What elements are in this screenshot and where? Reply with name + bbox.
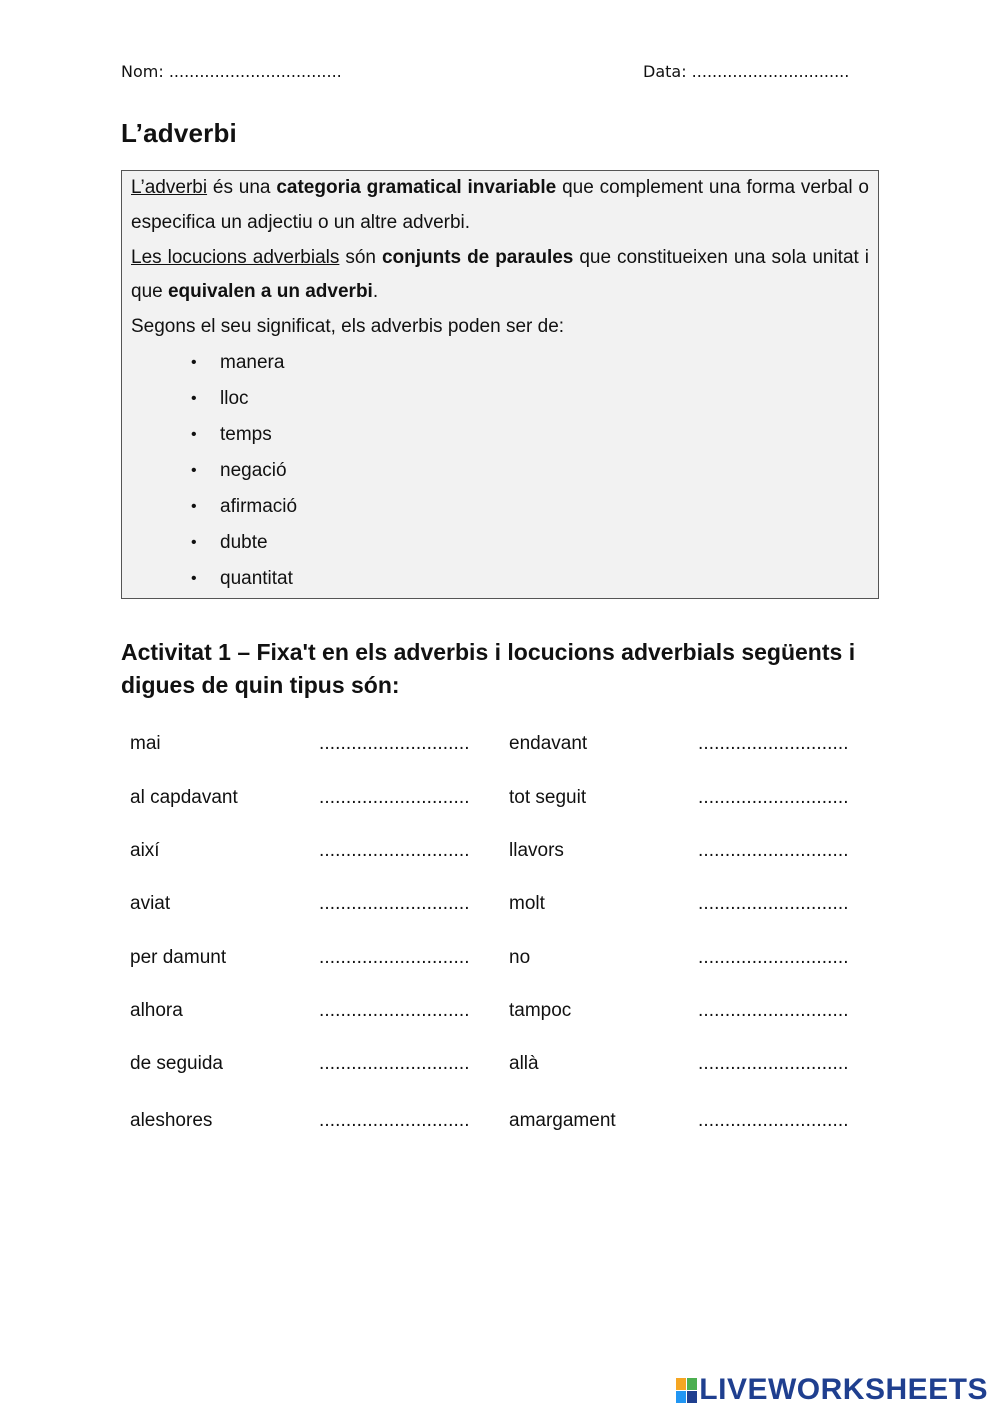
adverb-types-list bbox=[131, 345, 869, 597]
term-locutions: Les locucions adverbials bbox=[131, 246, 340, 268]
word-right-6: allà bbox=[509, 1053, 539, 1074]
word-left-0: mai bbox=[130, 733, 161, 754]
word-right-7: amargament bbox=[509, 1110, 616, 1131]
activity-title: Activitat 1 – Fixa't en els adverbis i locucions adverbials següents i digues de quin tipus són: bbox=[121, 639, 856, 698]
list-item: • lloc bbox=[131, 381, 869, 417]
definition-paragraph-locutions: Les locucions adverbials són conjunts de paraules que constitueixen una sola unitat i que equivalen a un adverbi. bbox=[131, 246, 869, 303]
answer-blank-right-2[interactable]: ............................ bbox=[698, 840, 849, 861]
types-intro: Segons el seu significat, els adverbis poden ser de: bbox=[131, 316, 565, 338]
word-left-5: alhora bbox=[130, 1000, 183, 1021]
bullet-icon: • bbox=[191, 533, 197, 551]
word-right-2: llavors bbox=[509, 840, 564, 861]
name-field[interactable]: Nom: .................................. bbox=[121, 62, 342, 81]
term-adverb: L’adverbi bbox=[131, 177, 208, 198]
list-item: • temps bbox=[131, 417, 869, 453]
bullet-icon: • bbox=[191, 497, 197, 515]
brand-footer bbox=[676, 1374, 988, 1406]
answer-blank-left-7[interactable]: ............................ bbox=[319, 1110, 470, 1131]
word-right-3: molt bbox=[509, 893, 545, 914]
answer-blank-right-3[interactable]: ............................ bbox=[698, 893, 849, 914]
date-field[interactable]: Data: ............................... bbox=[643, 62, 850, 81]
word-left-3: aviat bbox=[130, 893, 171, 914]
logo-block bbox=[676, 1391, 686, 1403]
brand-text: LIVEWORKSHEETS bbox=[699, 1373, 988, 1406]
list-item: • dubte bbox=[131, 525, 869, 561]
logo-block bbox=[687, 1391, 697, 1403]
list-item: • negació bbox=[131, 453, 869, 489]
answer-blank-left-6[interactable]: ............................ bbox=[319, 1053, 470, 1074]
word-left-7: aleshores bbox=[130, 1110, 213, 1131]
word-left-1: al capdavant bbox=[130, 787, 238, 808]
bullet-icon: • bbox=[191, 425, 197, 443]
bullet-icon: • bbox=[191, 389, 197, 407]
word-left-2: així bbox=[130, 840, 160, 861]
answer-blank-left-1[interactable]: ............................ bbox=[319, 787, 470, 808]
liveworksheets-logo-icon bbox=[676, 1378, 697, 1403]
definition-box bbox=[121, 170, 879, 599]
answer-blank-left-4[interactable]: ............................ bbox=[319, 947, 470, 968]
bullet-icon: • bbox=[191, 569, 197, 587]
page-title: L’adverbi bbox=[121, 118, 237, 148]
list-item: • manera bbox=[131, 345, 869, 381]
answer-blank-left-0[interactable]: ............................ bbox=[319, 733, 470, 754]
word-right-1: tot seguit bbox=[509, 787, 587, 808]
word-left-4: per damunt bbox=[130, 947, 227, 968]
list-item: • quantitat bbox=[131, 561, 869, 597]
answer-blank-right-4[interactable]: ............................ bbox=[698, 947, 849, 968]
answer-blank-left-5[interactable]: ............................ bbox=[319, 1000, 470, 1021]
logo-block bbox=[687, 1378, 697, 1390]
bullet-icon: • bbox=[191, 353, 197, 371]
answer-blank-left-3[interactable]: ............................ bbox=[319, 893, 470, 914]
answer-blank-right-7[interactable]: ............................ bbox=[698, 1110, 849, 1131]
answer-blank-left-2[interactable]: ............................ bbox=[319, 840, 470, 861]
answer-blank-right-0[interactable]: ............................ bbox=[698, 733, 849, 754]
word-right-4: no bbox=[509, 947, 531, 968]
answer-blank-right-1[interactable]: ............................ bbox=[698, 787, 849, 808]
bullet-icon: • bbox=[191, 461, 197, 479]
word-right-5: tampoc bbox=[509, 1000, 572, 1021]
answer-blank-right-5[interactable]: ............................ bbox=[698, 1000, 849, 1021]
answer-blank-right-6[interactable]: ............................ bbox=[698, 1053, 849, 1074]
list-item: • afirmació bbox=[131, 489, 869, 525]
word-left-6: de seguida bbox=[130, 1053, 223, 1074]
definition-paragraph-adverb: L’adverbi és una categoria gramatical invariable que complement una forma verbal o especifica un adjectiu o un altre adverbi. bbox=[131, 177, 869, 233]
logo-block bbox=[676, 1378, 686, 1390]
word-right-0: endavant bbox=[509, 733, 588, 754]
